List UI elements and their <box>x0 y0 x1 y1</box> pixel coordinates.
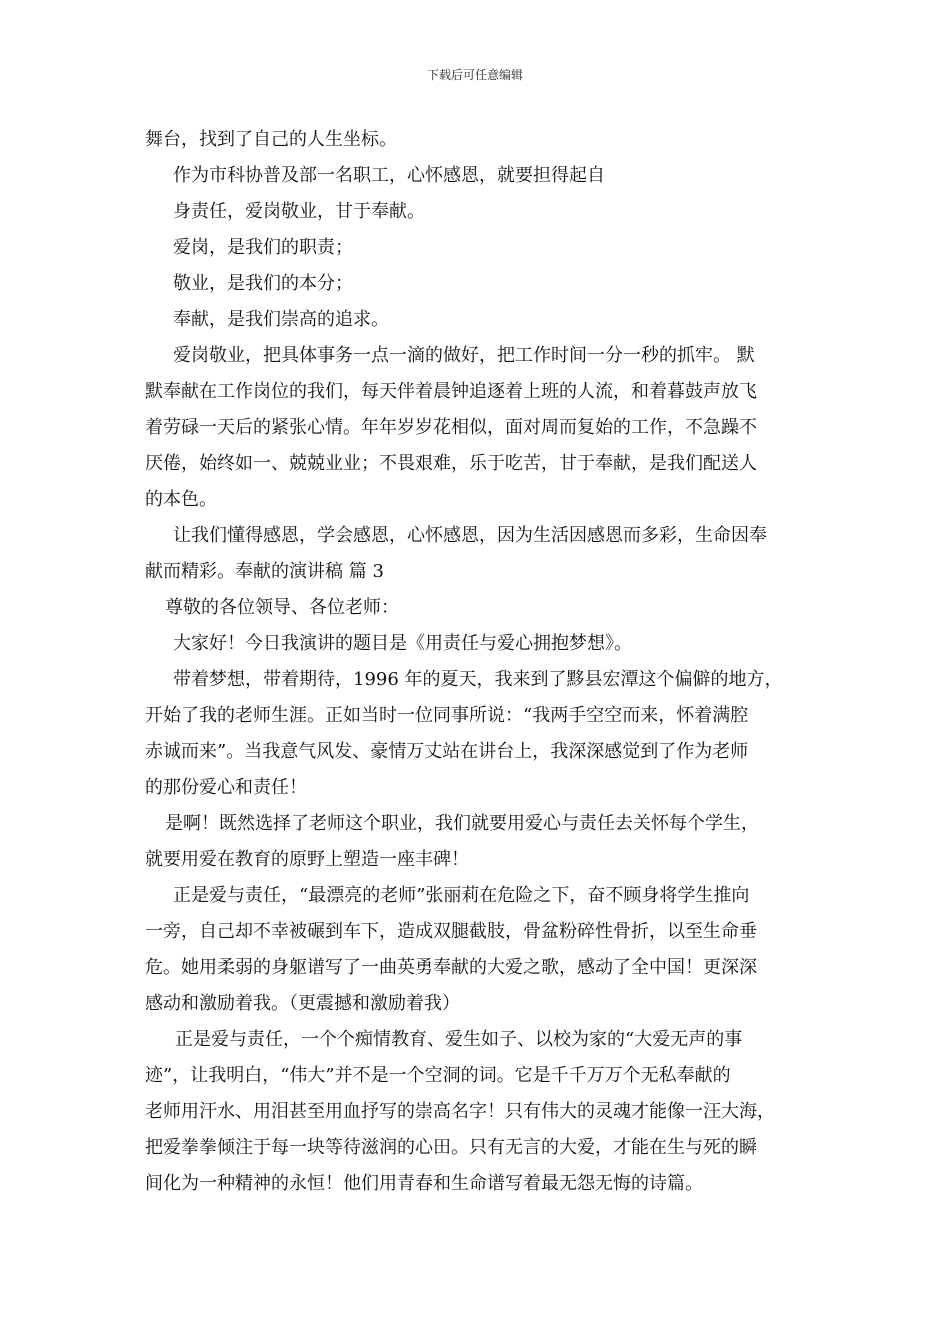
text-line: 开始了我的老师生涯。正如当时一位同事所说：“我两手空空而来，怀着满腔 <box>145 705 749 726</box>
text-line: 一旁，自己却不幸被碾到车下，造成双腿截肢，骨盆粉碎性骨折，以至生命垂 <box>145 921 757 942</box>
text-line: 作为市科协普及部一名职工，心怀感恩，就要担得起自 <box>173 165 605 186</box>
text-line: 爱岗敬业，把具体事务一点一滴的做好，把工作时间一分一秒的抓牢。 默 <box>173 345 755 366</box>
text-line: 厌倦，始终如一、兢兢业业；不畏艰难，乐于吃苦，甘于奉献，是我们配送人 <box>145 453 757 474</box>
text-line: 的本色。 <box>145 489 217 510</box>
text-line: 正是爱与责任，“最漂亮的老师”张丽莉在危险之下，奋不顾身将学生推向 <box>173 885 750 906</box>
text-line: 间化为一种精神的永恒！他们用青春和生命谱写着最无怨无悔的诗篇。 <box>145 1173 703 1194</box>
text-line: 大家好！今日我演讲的题目是《用责任与爱心拥抱梦想》。 <box>173 633 632 654</box>
text-line: 献而精彩。奉献的演讲稿 篇 3 <box>145 561 384 582</box>
text-line: 的那份爱心和责任！ <box>145 777 307 798</box>
text-line: 把爱拳拳倾注于每一块等待滋润的心田。只有无言的大爱，才能在生与死的瞬 <box>145 1137 757 1158</box>
text-line: 着劳碌一天后的紧张心情。年年岁岁花相似，面对周而复始的工作，不急躁不 <box>145 417 757 438</box>
text-line: 默奉献在工作岗位的我们，每天伴着晨钟追逐着上班的人流，和着暮鼓声放飞 <box>145 381 757 402</box>
text-line: 就要用爱在教育的原野上塑造一座丰碑！ <box>145 849 469 870</box>
text-line: 正是爱与责任，一个个痴情教育、爱生如子、以校为家的“大爱无声的事 <box>175 1029 743 1050</box>
text-line: 赤诚而来”。当我意气风发、豪情万丈站在讲台上，我深深感觉到了作为老师 <box>145 741 749 762</box>
document-body <box>145 122 810 1202</box>
text-line: 感动和激励着我。（更震撼和激励着我） <box>145 993 460 1014</box>
text-line: 尊敬的各位领导、各位老师： <box>165 597 399 618</box>
text-line: 危。她用柔弱的身躯谱写了一曲英勇奉献的大爱之歌，感动了全中国！更深深 <box>145 957 757 978</box>
text-line: 舞台，找到了自己的人生坐标。 <box>145 129 397 150</box>
text-line: 爱岗，是我们的职责； <box>173 237 353 258</box>
text-line: 老师用汗水、用泪甚至用血抒写的崇高名字！只有伟大的灵魂才能像一汪大海， <box>145 1101 775 1122</box>
page-header: 下载后可任意编辑 <box>426 68 523 82</box>
text-line: 带着梦想，带着期待，1996 年的夏天，我来到了黟县宏潭这个偏僻的地方， <box>173 669 783 690</box>
text-line: 迹”，让我明白，“伟大”并不是一个空洞的词。它是千千万万个无私奉献的 <box>145 1065 731 1086</box>
text-line: 奉献，是我们崇高的追求。 <box>173 309 389 330</box>
text-line: 敬业，是我们的本分； <box>173 273 353 294</box>
text-line: 是啊！既然选择了老师这个职业，我们就要用爱心与责任去关怀每个学生， <box>165 813 759 834</box>
text-line: 让我们懂得感恩，学会感恩，心怀感恩，因为生活因感恩而多彩，生命因奉 <box>173 525 767 546</box>
text-line: 身责任，爱岗敬业，甘于奉献。 <box>173 201 425 222</box>
